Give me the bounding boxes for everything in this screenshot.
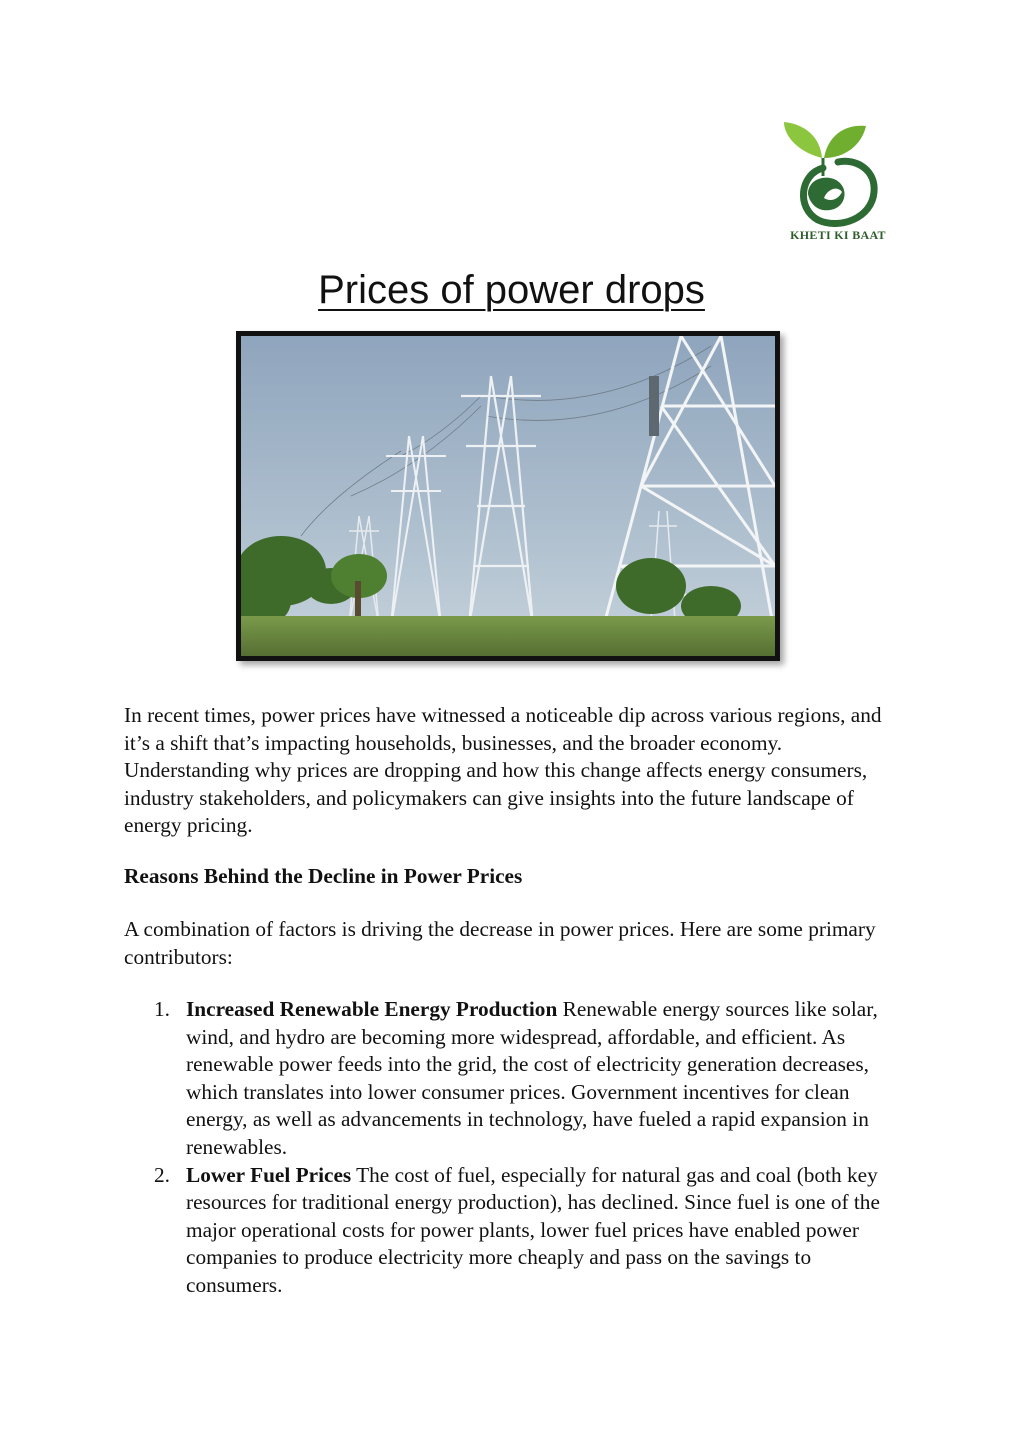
transmission-towers-image: [241, 336, 775, 656]
list-item-text: The cost of fuel, especially for natural gas and coal (both key resources for traditional energy production), has declined. Since fuel is one of the major operational costs for power plants, lower fuel prices have enabled power companies to produce electricity more cheaply and pass on the savings to consumers.: [186, 1162, 880, 1297]
reasons-list: [124, 996, 904, 1300]
section-heading: Reasons Behind the Decline in Power Prices: [124, 864, 523, 888]
list-item-number: 2.: [154, 1162, 170, 1187]
list-item-title: Lower Fuel Prices: [186, 1162, 352, 1187]
list-item-text: Renewable energy sources like solar, wind, and hydro are becoming more widespread, affordable, and efficient. As renewable power feeds into the grid, the cost of electricity generation decreases, which translates into lower consumer prices. Government incentives for clean energy, as well as advancements in technology, have fueled a rapid expansion in renewables.: [186, 997, 878, 1159]
section-intro-paragraph: A combination of factors is driving the decrease in power prices. Here are some primary contributors:: [124, 917, 876, 969]
list-item: [124, 1162, 904, 1300]
list-item: [124, 996, 904, 1162]
logo-mark-icon: [778, 118, 898, 228]
kheti-ki-baat-logo: [778, 118, 898, 248]
logo-text: KHETI KI BAAT: [790, 228, 886, 242]
page-title: Prices of power drops: [318, 268, 705, 312]
intro-paragraph: In recent times, power prices have witnessed a noticeable dip across various regions, and it’s a shift that’s impacting households, businesses, and the broader economy. Understanding why prices are dropping and how this change affects energy consumers, industry stakeholders, and policymakers can give insights into the future landscape of energy pricing.: [124, 703, 882, 838]
list-item-number: 1.: [154, 997, 170, 1021]
power-towers-photo: [236, 331, 780, 661]
list-item-title: Increased Renewable Energy Production: [186, 997, 558, 1021]
